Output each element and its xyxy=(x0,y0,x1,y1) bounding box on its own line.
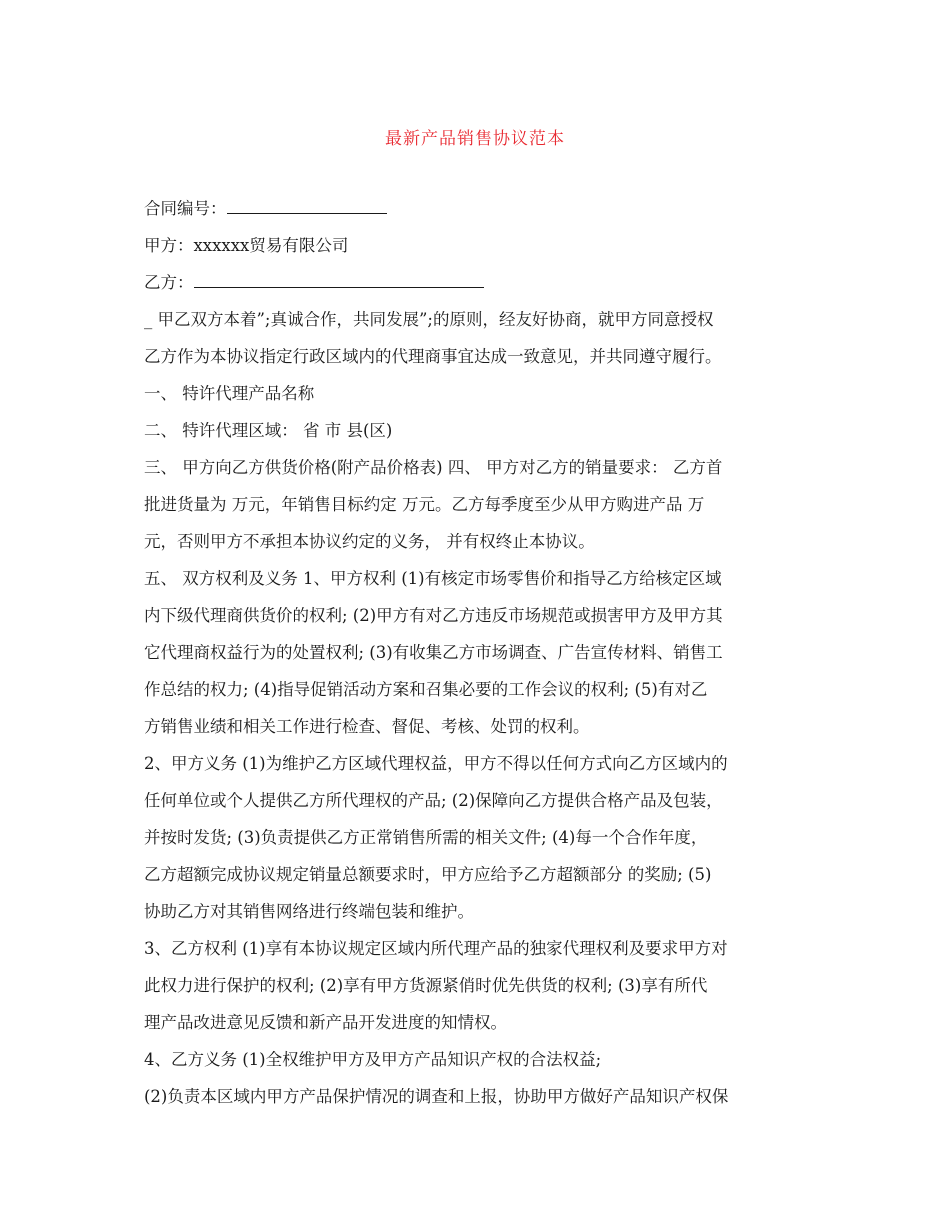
text-line: 乙方超额完成协议规定销量总额要求时，甲方应给予乙方超额部分 的奖励; (5) xyxy=(144,865,712,884)
text-line: 它代理商权益行为的处置权利; (3)有收集乙方市场调查、广告宣传材料、销售工 xyxy=(144,643,723,662)
text-line: 元，否则甲方不承担本协议约定的义务， 并有权终止本协议。 xyxy=(144,532,595,551)
party-b-blank xyxy=(194,269,484,288)
text-line: 协助乙方对其销售网络进行终端包装和维护。 xyxy=(144,902,474,921)
text-line: 内下级代理商供货价的权利; (2)甲方有对乙方违反市场规范或损害甲方及甲方其 xyxy=(144,606,723,625)
party-b-label: 乙方： xyxy=(144,273,194,292)
contract-number-line xyxy=(144,194,812,223)
contract-number-blank xyxy=(227,195,387,214)
text-line: 4、乙方义务 (1)全权维护甲方及甲方产品知识产权的合法权益; xyxy=(144,1050,602,1069)
text-line: 乙方作为本协议指定行政区域内的代理商事宜达成一致意见，并共同遵守履行。 xyxy=(144,347,722,366)
paragraph-party-b-duties-cont xyxy=(144,1082,812,1111)
paragraph-party-b-duties xyxy=(144,1045,812,1074)
text-line: 批进货量为 万元，年销售目标约定 万元。乙方每季度至少从甲方购进产品 万 xyxy=(144,495,705,514)
text-line: _ 甲乙双方本着”;真诚合作，共同发展”;的原则，经友好协商，就甲方同意授权 xyxy=(144,310,714,329)
text-line: 并按时发货; (3)负责提供乙方正常销售所需的相关文件; (4)每一个合作年度， xyxy=(144,828,708,847)
text-line: (2)负责本区域内甲方产品保护情况的调查和上报，协助甲方做好产品知识产权保 xyxy=(144,1087,729,1106)
text-line: 3、乙方权利 (1)享有本协议规定区域内所代理产品的独家代理权利及要求甲方对 xyxy=(144,939,728,958)
paragraph-party-a-duties xyxy=(144,749,812,926)
text-line: 二、 特许代理区域： 省 市 县(区) xyxy=(144,421,393,440)
document-body xyxy=(144,194,812,1111)
text-line: 理产品改进意见反馈和新产品开发进度的知情权。 xyxy=(144,1013,507,1032)
party-b-line xyxy=(144,268,812,297)
paragraph-party-b-rights xyxy=(144,934,812,1037)
text-line: 此权力进行保护的权利; (2)享有甲方货源紧俏时优先供货的权利; (3)享有所代 xyxy=(144,976,708,995)
text-line: 一、 特许代理产品名称 xyxy=(144,384,315,403)
text-line: 三、 甲方向乙方供货价格(附产品价格表) 四、 甲方对乙方的销量要求： 乙方首 xyxy=(144,458,723,477)
contract-number-label: 合同编号： xyxy=(144,199,227,218)
text-line: 任何单位或个人提供乙方所代理权的产品; (2)保障向乙方提供合格产品及包装， xyxy=(144,791,723,810)
text-line: 2、甲方义务 (1)为维护乙方区域代理权益，甲方不得以任何方式向乙方区域内的 xyxy=(144,754,728,773)
text-line: 方销售业绩和相关工作进行检查、督促、考核、处罚的权利。 xyxy=(144,717,590,736)
paragraph-section-1 xyxy=(144,379,812,408)
text-line: 五、 双方权利及义务 1、甲方权利 (1)有核定市场零售价和指导乙方给核定区域 xyxy=(144,569,722,588)
document-title: 最新产品销售协议范本 xyxy=(385,129,565,149)
text-line: 作总结的权力; (4)指导促销活动方案和召集必要的工作会议的权利; (5)有对乙 xyxy=(144,680,708,699)
paragraph-preamble xyxy=(144,305,812,371)
paragraph-section-3 xyxy=(144,453,812,556)
party-a-line: 甲方：xxxxxx贸易有限公司 xyxy=(144,236,349,255)
paragraph-section-5 xyxy=(144,564,812,741)
paragraph-section-2 xyxy=(144,416,812,445)
